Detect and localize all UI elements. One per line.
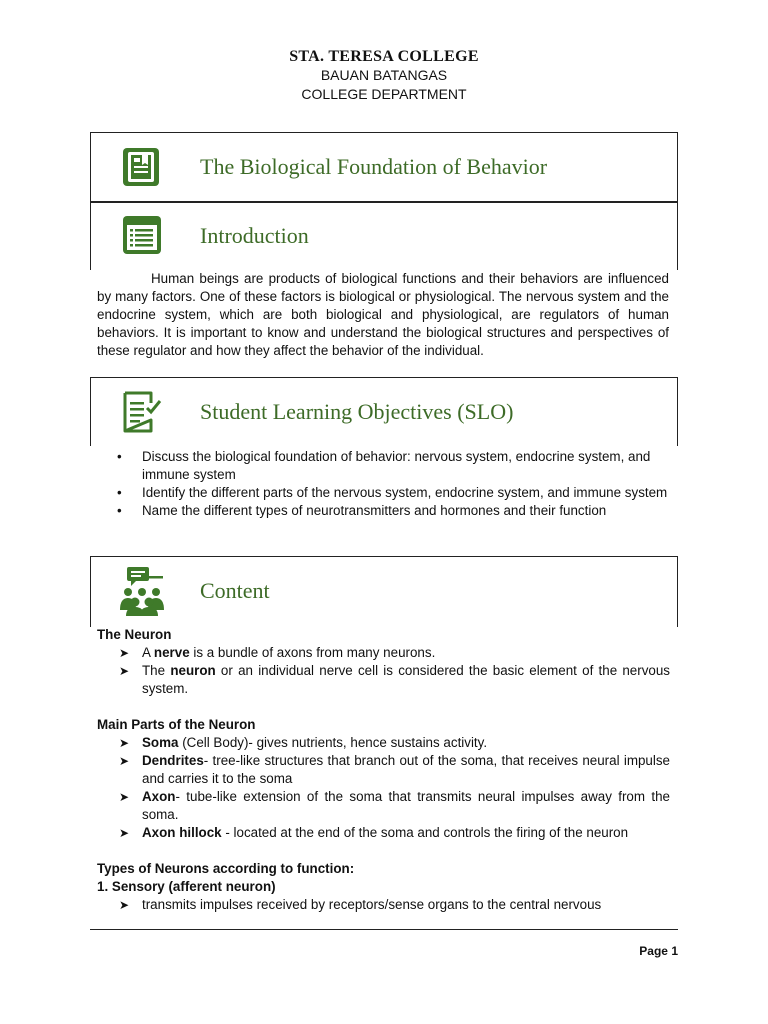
item-term: neuron xyxy=(170,663,216,678)
neuron-heading: The Neuron xyxy=(97,627,172,642)
item-text: A xyxy=(142,645,154,660)
types-heading: Types of Neurons according to function: xyxy=(97,861,355,876)
list-item xyxy=(97,752,670,788)
arrow-bullet-icon: ➤ xyxy=(119,736,130,750)
college-department: COLLEGE DEPARTMENT xyxy=(301,86,467,102)
item-text: or an individual nerve cell is considered the basic element of the nervous system. xyxy=(142,663,671,696)
parts-list xyxy=(97,734,670,842)
item-term: Axon xyxy=(142,789,176,804)
checklist-icon xyxy=(121,390,163,434)
list-item xyxy=(97,734,670,752)
group-discussion-icon xyxy=(117,566,167,616)
content-body xyxy=(97,626,670,914)
college-name: STA. TERESA COLLEGE xyxy=(289,48,479,65)
item-text: The xyxy=(142,663,171,678)
arrow-bullet-icon: ➤ xyxy=(119,898,130,912)
list-item xyxy=(97,662,670,698)
sensory-heading: 1. Sensory (afferent neuron) xyxy=(97,879,276,894)
list-item xyxy=(97,788,670,824)
arrow-bullet-icon: ➤ xyxy=(119,646,130,660)
page-bottom-rule xyxy=(90,929,678,930)
slo-list xyxy=(97,448,672,520)
slo-item: • Identify the different parts of the nervous system, endocrine system, and immune system xyxy=(97,484,672,502)
item-text: - tree-like structures that branch out of the soma, that receives neural impulse and carries it to the soma xyxy=(142,753,670,786)
sensory-list xyxy=(97,896,670,914)
arrow-bullet-icon: ➤ xyxy=(119,664,130,678)
item-text: transmits impulses received by receptors/sense organs to the central nervous xyxy=(142,897,602,912)
item-text: - tube-like extension of the soma that transmits neural impulses away from the soma. xyxy=(142,789,670,822)
slo-title: Student Learning Objectives (SLO) xyxy=(200,399,514,424)
item-term: Soma xyxy=(142,735,179,750)
arrow-bullet-icon: ➤ xyxy=(119,790,130,804)
page-number: Page 1 xyxy=(639,944,678,958)
arrow-bullet-icon: ➤ xyxy=(119,754,130,768)
arrow-bullet-icon: ➤ xyxy=(119,826,130,840)
list-item xyxy=(97,824,670,842)
introduction-title: Introduction xyxy=(200,223,309,248)
item-term: Dendrites xyxy=(142,753,204,768)
item-text: - located at the end of the soma and controls the firing of the neuron xyxy=(221,825,629,840)
main-title: The Biological Foundation of Behavior xyxy=(200,154,548,179)
list-item xyxy=(97,896,670,914)
slo-item: • Name the different types of neurotransmitters and hormones and their function xyxy=(97,502,672,520)
introduction-text xyxy=(97,270,669,360)
content-box xyxy=(90,556,678,627)
book-icon xyxy=(121,146,161,188)
item-term: Axon hillock xyxy=(142,825,222,840)
introduction-text-body: Human beings are products of biological functions and their behaviors are influenced by many factors. One of these factors is biological or physiological. The nervous system and the endocrine system, which are both biological and physiological, are regulators of human behaviors. It is important to know and understand the biological structures and perspectives of these regulator and how they affect the behavior of the individual. xyxy=(97,271,669,358)
document-list-icon xyxy=(121,214,163,256)
list-item xyxy=(97,644,670,662)
content-title: Content xyxy=(200,578,270,603)
item-text: is a bundle of axons from many neurons. xyxy=(189,645,436,660)
college-location: BAUAN BATANGAS xyxy=(320,67,448,83)
slo-item: • Discuss the biological foundation of behavior: nervous system, endocrine system, and immune system xyxy=(97,448,672,484)
introduction-box xyxy=(90,201,678,270)
parts-heading: Main Parts of the Neuron xyxy=(97,717,256,732)
neuron-list xyxy=(97,644,670,698)
item-term: nerve xyxy=(153,645,190,660)
item-text: (Cell Body)- gives nutrients, hence sustains activity. xyxy=(178,735,488,750)
